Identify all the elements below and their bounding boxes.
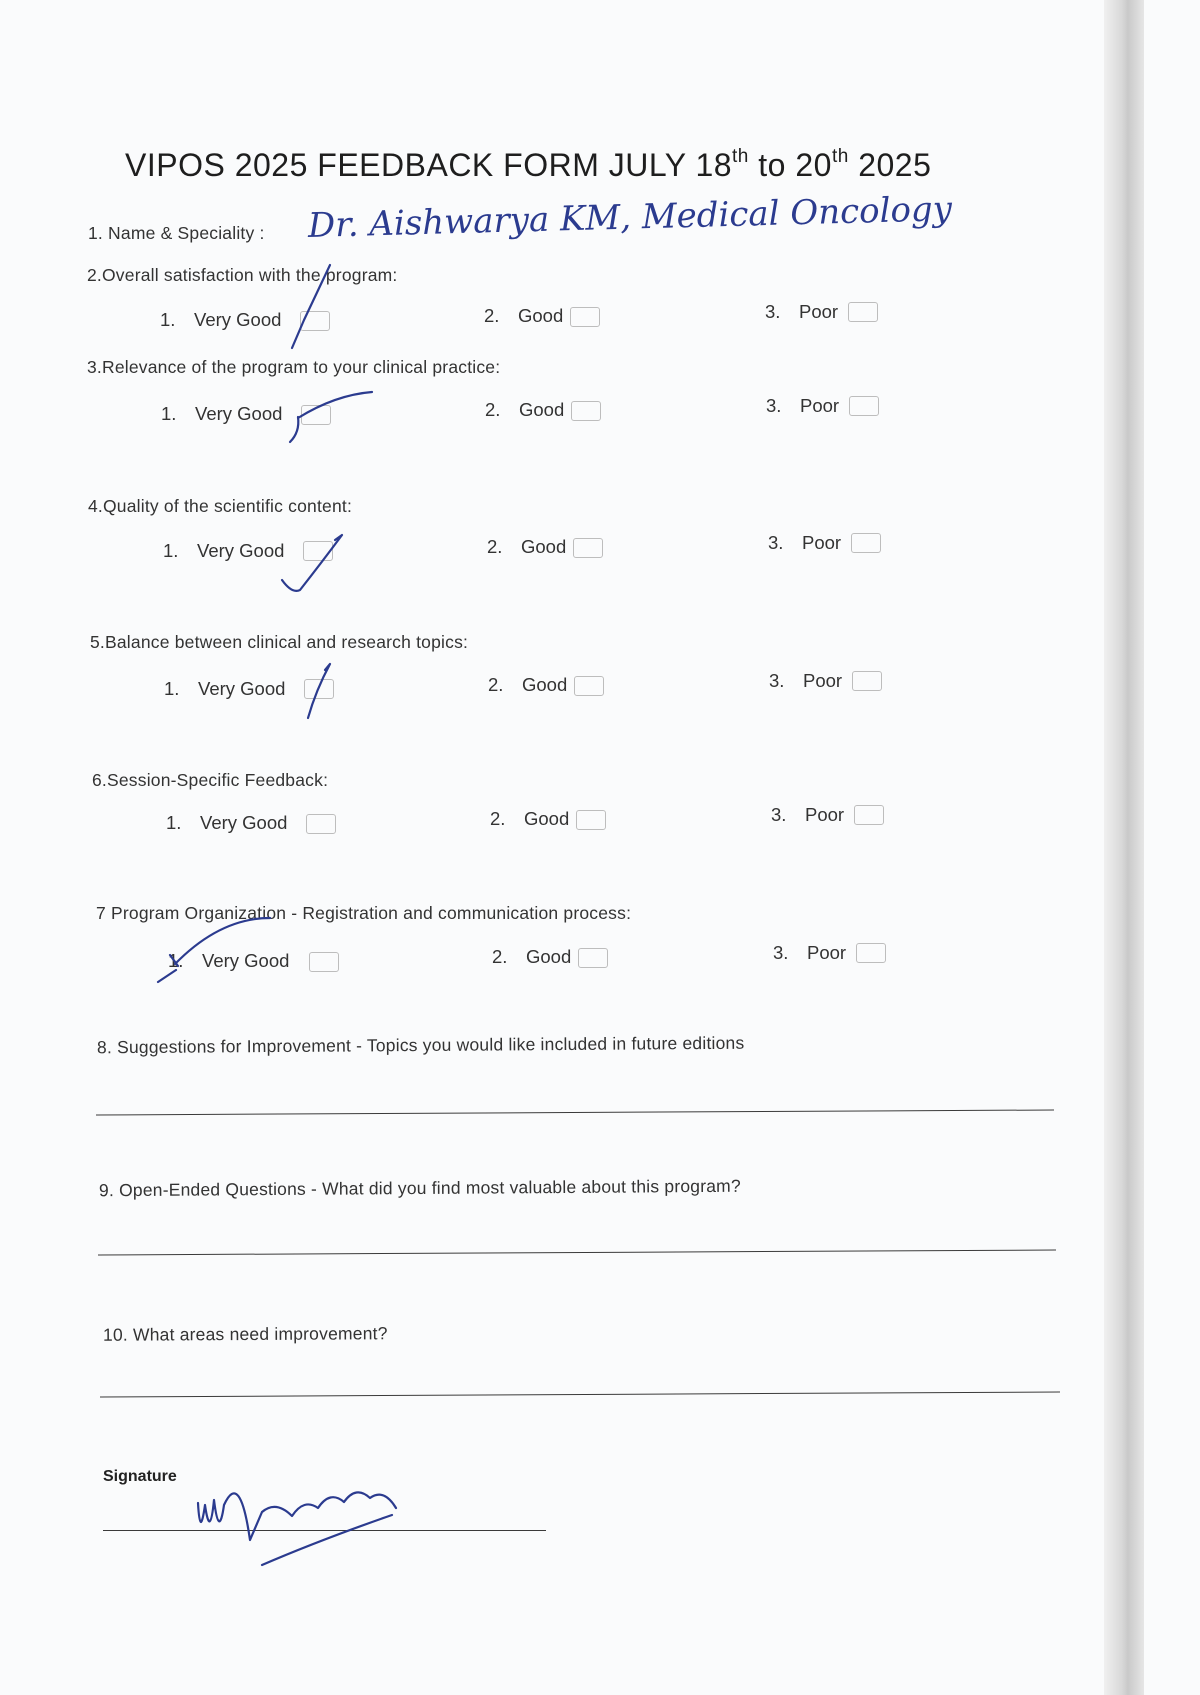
q4-checkbox-very-good[interactable]: [303, 541, 333, 561]
option-label: Poor: [805, 804, 845, 825]
q3-option-very-good[interactable]: [161, 403, 282, 425]
q4-checkbox-good[interactable]: [573, 538, 603, 558]
q7-option-very-good[interactable]: [168, 950, 289, 972]
name-speciality-label: 1. Name & Speciality :: [88, 223, 265, 243]
option-label: Poor: [802, 532, 842, 553]
signature-line[interactable]: [103, 1530, 546, 1531]
title-text-end: 2025: [848, 147, 932, 183]
q6-option-good[interactable]: [490, 808, 569, 830]
answer-line-8[interactable]: [96, 1109, 1054, 1115]
scan-edge-shadow: [1104, 0, 1144, 1695]
question-9-label: 9. Open-Ended Questions - What did you find most valuable about this program?: [98, 1175, 741, 1201]
option-number: 1.: [163, 540, 179, 561]
option-number: 2.: [487, 536, 503, 557]
q3-checkbox-poor[interactable]: [849, 396, 879, 416]
signature-scribble: [198, 1492, 396, 1540]
q2-checkbox-very-good[interactable]: [300, 311, 330, 331]
option-label: Poor: [807, 942, 847, 963]
option-number: 1.: [164, 678, 180, 699]
q4-checkbox-poor[interactable]: [851, 533, 881, 553]
option-label: Good: [524, 808, 570, 829]
q5-checkbox-good[interactable]: [574, 676, 604, 696]
question-7-label: 7 Program Organization - Registration and communication process:: [96, 903, 632, 923]
option-label: Good: [518, 305, 564, 326]
option-number: 3.: [765, 301, 781, 322]
question-8-label: 8. Suggestions for Improvement - Topics you would like included in future editions: [96, 1032, 745, 1058]
q7-checkbox-very-good[interactable]: [309, 952, 339, 972]
question-5-label: 5.Balance between clinical and research topics:: [90, 632, 469, 652]
q2-option-very-good[interactable]: [160, 309, 281, 331]
q6-checkbox-very-good[interactable]: [306, 814, 336, 834]
q7-checkbox-good[interactable]: [578, 948, 608, 968]
option-number: 1.: [166, 812, 182, 833]
q4-option-poor[interactable]: [768, 532, 841, 554]
q6-checkbox-good[interactable]: [576, 810, 606, 830]
option-number: 3.: [768, 532, 784, 553]
option-label: Good: [526, 946, 572, 967]
option-label: Poor: [799, 301, 839, 322]
q6-option-very-good[interactable]: [166, 812, 287, 834]
q2-option-good[interactable]: [484, 305, 563, 327]
q5-option-very-good[interactable]: [164, 678, 285, 700]
title-superscript-2: th: [831, 146, 849, 167]
option-number: 2.: [492, 946, 508, 967]
option-label: Good: [519, 399, 565, 420]
q3-option-good[interactable]: [485, 399, 564, 421]
q6-option-poor[interactable]: [771, 804, 844, 826]
option-label: Very Good: [202, 950, 290, 971]
q3-checkbox-very-good[interactable]: [301, 405, 331, 425]
option-number: 1.: [160, 309, 176, 330]
q5-checkbox-very-good[interactable]: [304, 679, 334, 699]
option-number: 3.: [771, 804, 787, 825]
option-label: Poor: [800, 395, 840, 416]
signature-underline: [262, 1515, 392, 1565]
option-label: Very Good: [195, 403, 283, 424]
title-text: VIPOS 2025 FEEDBACK FORM JULY 18: [125, 147, 733, 183]
question-3-label: 3.Relevance of the program to your clinical practice:: [87, 357, 501, 377]
title-superscript: th: [732, 146, 749, 167]
q4-option-very-good[interactable]: [163, 540, 284, 562]
option-label: Good: [522, 674, 568, 695]
q5-option-poor[interactable]: [769, 670, 842, 692]
q4-option-good[interactable]: [487, 536, 566, 558]
question-4-label: 4.Quality of the scientific content:: [88, 496, 353, 516]
q7-option-poor[interactable]: [773, 942, 846, 964]
option-number: 3.: [769, 670, 785, 691]
q3-checkbox-good[interactable]: [571, 401, 601, 421]
option-label: Very Good: [200, 812, 288, 833]
signature-label: Signature: [103, 1468, 177, 1485]
option-label: Very Good: [198, 678, 286, 699]
form-title: [125, 146, 931, 184]
name-speciality-answer[interactable]: Dr. Aishwarya KM, Medical Oncology: [307, 189, 953, 246]
q5-option-good[interactable]: [488, 674, 567, 696]
answer-line-9[interactable]: [98, 1249, 1056, 1255]
option-label: Good: [521, 536, 567, 557]
option-number: 2.: [485, 399, 501, 420]
answer-line-10[interactable]: [100, 1391, 1060, 1397]
option-number: 2.: [490, 808, 506, 829]
option-number: 1.: [168, 950, 184, 971]
question-10-label: 10. What areas need improvement?: [102, 1323, 388, 1345]
q7-option-good[interactable]: [492, 946, 571, 968]
option-number: 2.: [488, 674, 504, 695]
q6-checkbox-poor[interactable]: [854, 805, 884, 825]
option-label: Poor: [803, 670, 843, 691]
option-label: Very Good: [194, 309, 282, 330]
option-number: 3.: [766, 395, 782, 416]
option-number: 2.: [484, 305, 500, 326]
q2-checkbox-good[interactable]: [570, 307, 600, 327]
q5-checkbox-poor[interactable]: [852, 671, 882, 691]
option-number: 1.: [161, 403, 177, 424]
option-number: 3.: [773, 942, 789, 963]
question-6-label: 6.Session-Specific Feedback:: [92, 770, 329, 790]
question-2-label: 2.Overall satisfaction with the program:: [87, 265, 398, 285]
q2-option-poor[interactable]: [765, 301, 838, 323]
q2-checkbox-poor[interactable]: [848, 302, 878, 322]
title-text-mid: to 20: [748, 147, 832, 183]
option-label: Very Good: [197, 540, 285, 561]
q3-option-poor[interactable]: [766, 395, 839, 417]
q7-checkbox-poor[interactable]: [856, 943, 886, 963]
